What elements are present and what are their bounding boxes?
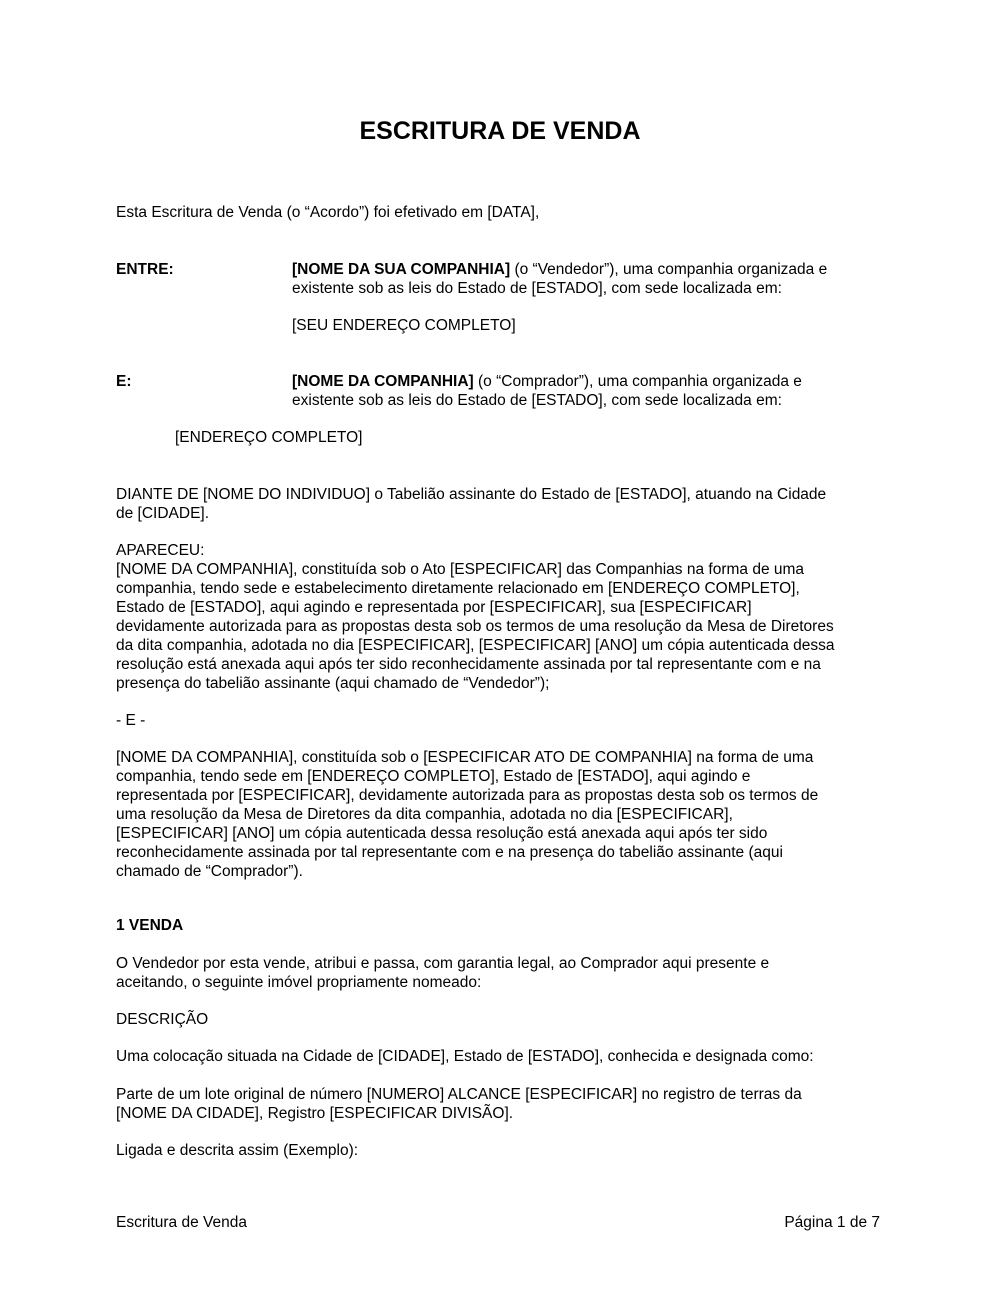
comprador-line: chamado de “Comprador”). (116, 863, 303, 880)
section-1-paragraph (116, 954, 886, 992)
parte-paragraph (116, 1085, 886, 1123)
apareceu-label: APARECEU: (116, 542, 205, 559)
apareceu-section (116, 541, 886, 693)
comprador-line: [ESPECIFICAR] [ANO] um cópia autenticada dessa resolução está anexada aqui após ter sido (116, 825, 768, 842)
parte-line: [NOME DA CIDADE], Registro [ESPECIFICAR DIVISÃO]. (116, 1105, 514, 1122)
party-comprador-line1-rest: (o “Comprador”), uma companhia organizada e (473, 373, 802, 390)
parte-line: Parte de um lote original de número [NUMERO] ALCANCE [ESPECIFICAR] no registro de terras da (116, 1086, 802, 1103)
party-vendedor-block (292, 260, 882, 298)
section-1-line: O Vendedor por esta vende, atribui e passa, com garantia legal, ao Comprador aqui presente e (116, 955, 770, 972)
comprador-paragraph (116, 748, 886, 881)
apareceu-line: [NOME DA COMPANHIA], constituída sob o Ato [ESPECIFICAR] das Companhias na forma de uma (116, 561, 805, 578)
comprador-line: [NOME DA COMPANHIA], constituída sob o [ESPECIFICAR ATO DE COMPANHIA] na forma de uma (116, 749, 814, 766)
diante-line: DIANTE DE [NOME DO INDIVIDUO] o Tabelião assinante do Estado de [ESTADO], atuando na Cidade (116, 486, 827, 503)
apareceu-line: resolução está anexada aqui após ter sido reconhecidamente assinada por tal representante com e na (116, 656, 821, 673)
footer-document-name: Escritura de Venda (116, 1214, 247, 1231)
party-vendedor-line1-rest: (o “Vendedor”), uma companhia organizada e (510, 261, 828, 278)
diante-paragraph (116, 485, 886, 523)
party-comprador-line2: existente sob as leis do Estado de [ESTADO], com sede localizada em: (292, 392, 782, 409)
party-label-entre: ENTRE: (116, 261, 174, 278)
apareceu-line: da dita companhia, adotada no dia [ESPECIFICAR], [ESPECIFICAR] [ANO] um cópia autenticada dessa (116, 637, 835, 654)
apareceu-line: Estado de [ESTADO], aqui agindo e representada por [ESPECIFICAR], sua [ESPECIFICAR] (116, 599, 752, 616)
intro-paragraph: Esta Escritura de Venda (o “Acordo”) foi efetivado em [DATA], (116, 204, 540, 221)
party-comprador-block (292, 372, 882, 410)
section-1-heading: 1 VENDA (116, 917, 184, 934)
party-comprador-name: [NOME DA COMPANHIA] (292, 373, 474, 390)
footer-page-number: Página 1 de 7 (784, 1214, 880, 1231)
party-vendedor-line2: existente sob as leis do Estado de [ESTADO], com sede localizada em: (292, 280, 782, 297)
party-vendedor-name: [NOME DA SUA COMPANHIA] (292, 261, 511, 278)
diante-line: de [CIDADE]. (116, 505, 210, 522)
party-comprador-line1 (292, 372, 882, 391)
apareceu-line: companhia, tendo sede e estabelecimento diretamente relacionado em [ENDEREÇO COMPLETO], (116, 580, 800, 597)
party-vendedor-line1 (292, 260, 882, 279)
colocacao-paragraph: Uma colocação situada na Cidade de [CIDADE], Estado de [ESTADO], conhecida e designada como: (116, 1048, 814, 1065)
apareceu-line: presença do tabelião assinante (aqui chamado de “Vendedor”); (116, 675, 550, 692)
comprador-line: uma resolução da Mesa de Diretores da dita companhia, adotada no dia [ESPECIFICAR], (116, 806, 733, 823)
comprador-line: companhia, tendo sede em [ENDEREÇO COMPLETO], Estado de [ESTADO], aqui agindo e (116, 768, 751, 785)
apareceu-line: devidamente autorizada para as propostas desta sob os termos de uma resolução da Mesa de Diretores (116, 618, 834, 635)
party-vendedor-address: [SEU ENDEREÇO COMPLETO] (292, 317, 516, 334)
party-label-e: E: (116, 373, 132, 390)
separator-e: - E - (116, 712, 146, 729)
section-1-line: aceitando, o seguinte imóvel propriamente nomeado: (116, 974, 482, 991)
descricao-label: DESCRIÇÃO (116, 1011, 209, 1028)
document-title: ESCRITURA DE VENDA (359, 117, 641, 145)
comprador-line: representada por [ESPECIFICAR], devidamente autorizada para as propostas desta sob os termos de (116, 787, 819, 804)
party-comprador-address: [ENDEREÇO COMPLETO] (175, 429, 363, 446)
comprador-line: reconhecidamente assinada por tal representante com e na presença do tabelião assinante (aqui (116, 844, 783, 861)
ligada-paragraph: Ligada e descrita assim (Exemplo): (116, 1142, 359, 1159)
